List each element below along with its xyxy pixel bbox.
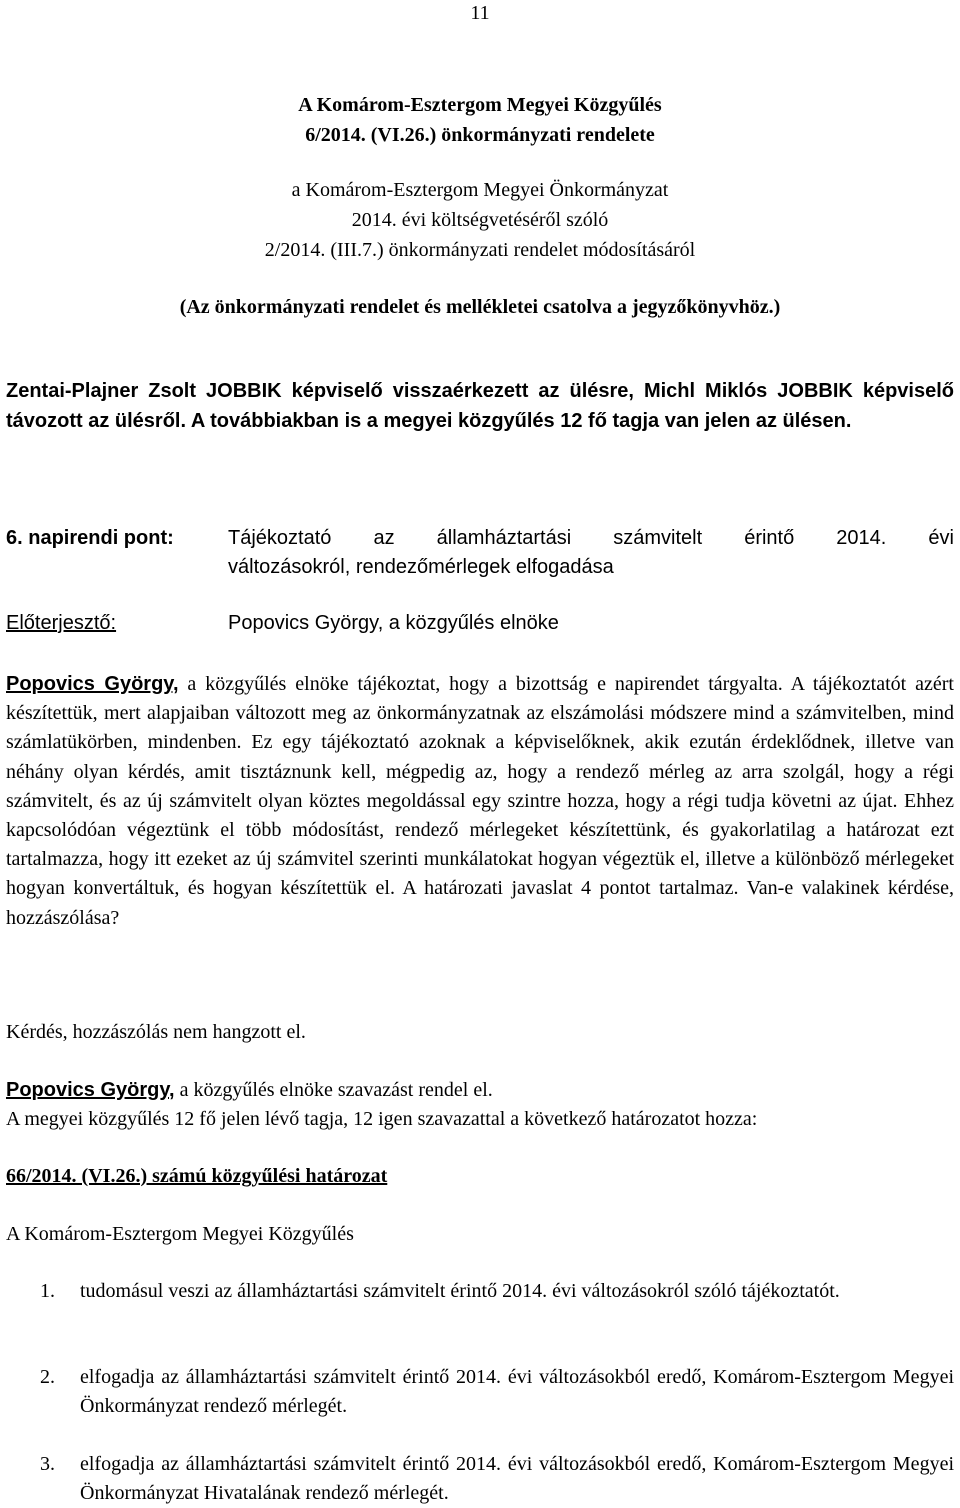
- vote-call: [6, 1076, 954, 1105]
- header-subject-line2: 2014. évi költségvetéséről szóló: [351, 209, 609, 231]
- resolution-item-text: elfogadja az államháztartási számvitelt érintő 2014. évi változásokból eredő, Komárom-Esztergom Megyei Önkormányzat Hivatalának rendező mérlegét.: [80, 1453, 954, 1504]
- presenter-name: Popovics György, a közgyűlés elnöke: [228, 612, 559, 634]
- vote-call-text: a közgyűlés elnöke szavazást rendel el.: [174, 1079, 493, 1101]
- attendance-note: Zentai-Plajner Zsolt JOBBIK képviselő visszaérkezett az ülésre, Michl Miklós JOBBIK képviselő távozott az ülésről. A továbbiakban is a megyei közgyűlés 12 fő tagja van jelen az ülésen.: [6, 380, 954, 432]
- resolution-item-number: 2.: [40, 1366, 55, 1388]
- header-title: A Komárom-Esztergom Megyei Közgyűlés: [298, 94, 662, 116]
- header-decree-number: 6/2014. (VI.26.) önkormányzati rendelete: [305, 124, 655, 146]
- no-questions-note: Kérdés, hozzászólás nem hangzott el.: [6, 1021, 306, 1043]
- resolution-body: A Komárom-Esztergom Megyei Közgyűlés: [6, 1223, 354, 1245]
- attachment-note: (Az önkormányzati rendelet és mellékletei csatolva a jegyzőkönyvhöz.): [179, 296, 781, 318]
- resolution-item-number: 1.: [40, 1280, 55, 1302]
- presenter-label: Előterjesztő:: [6, 612, 117, 634]
- chair-speech: [6, 670, 954, 933]
- agenda-topic: [228, 524, 954, 582]
- header-subject-line1: a Komárom-Esztergom Megyei Önkormányzat: [291, 179, 669, 201]
- resolution-item-text: tudomásul veszi az államháztartási számvitelt érintő 2014. évi változásokról szóló tájékoztatót.: [80, 1280, 840, 1302]
- header-subject-line3: 2/2014. (III.7.) önkormányzati rendelet módosításáról: [264, 239, 696, 261]
- speaker-name: Popovics György,: [6, 673, 179, 695]
- agenda-label: 6. napirendi pont:: [6, 527, 174, 549]
- resolution-item-text: elfogadja az államháztartási számvitelt érintő 2014. évi változásokból eredő, Komárom-Esztergom Megyei Önkormányzat rendező mérlegét.: [80, 1366, 954, 1417]
- vote-speaker-name: Popovics György,: [6, 1079, 175, 1101]
- agenda-topic-line2: változásokról, rendezőmérlegek elfogadása: [228, 556, 614, 578]
- resolution-title: 66/2014. (VI.26.) számú közgyűlési határozat: [6, 1165, 388, 1187]
- vote-result: A megyei közgyűlés 12 fő jelen lévő tagja, 12 igen szavazattal a következő határozatot hozza:: [6, 1108, 758, 1130]
- agenda-topic-line1: Tájékoztató az államháztartási számvitelt érintő 2014. évi: [228, 527, 954, 549]
- resolution-item-number: 3.: [40, 1453, 55, 1475]
- page-number: 11: [470, 2, 490, 24]
- speech-text: a közgyűlés elnöke tájékoztat, hogy a bizottság e napirendet tárgyalta. A tájékoztatót azért készítettük, mert alapjaiban változott meg az önkormányzatnak az elszámolási módszere mind a számvitelben, mind számlatükörben, mindenben. Ez egy tájékoztató azoknak a képviselőknek, akik ezután érdeklődnek, illetve van néhány olyan kérdés, amit tisztáznunk kell, mégpedig az, hogy a rendező mérleg az arra szolgál, hogy a régi számvitelt, és az új számvitelt olyan köztes megoldással egy szintre hozza, hogy a régi tudja követni az újat. Ehhez kapcsolódóan végeztünk el több módosítást, rendező mérlegeket készítettünk, és gyakorlatilag a határozat ezt tartalmazza, hogy itt ezeket az új számvitel szerinti munkálatokat hogyan végeztük el, illetve a különböző mérlegeket hogyan konvertáltuk, és hogyan készítettük el. A határozati javaslat 4 pontot tartalmaz. Van-e valakinek kérdése, hozzászólása?: [6, 673, 954, 929]
